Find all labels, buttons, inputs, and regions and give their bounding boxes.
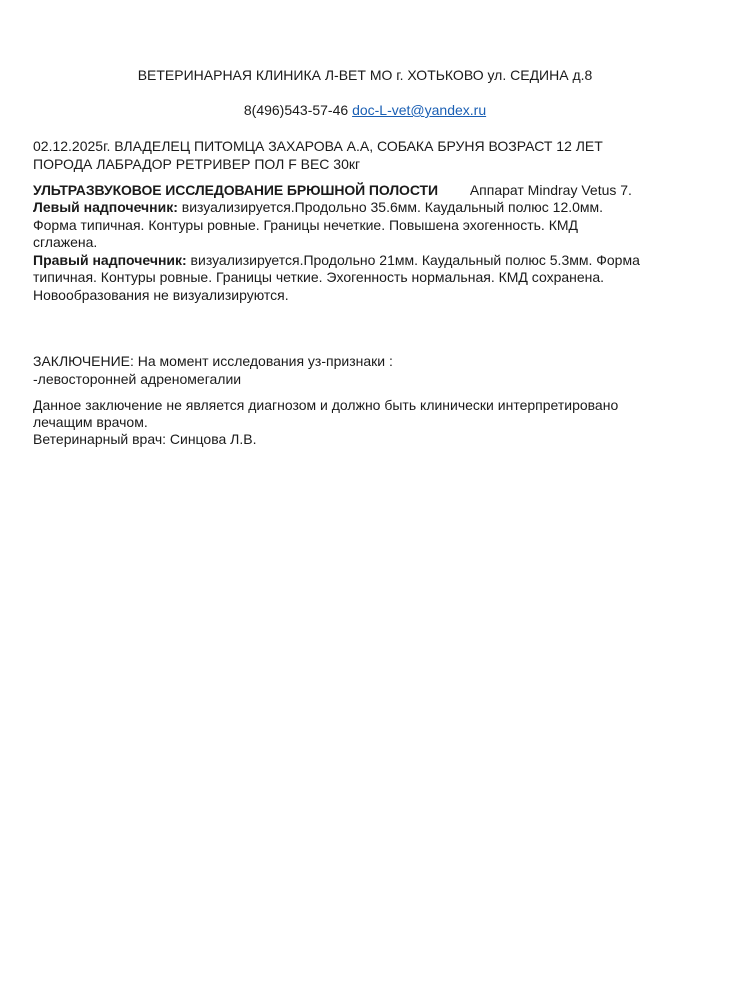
- patient-info-line-2: ПОРОДА ЛАБРАДОР РЕТРИВЕР ПОЛ F ВЕС 30кг: [33, 156, 361, 172]
- conclusion-line-2: -левосторонней адреномегалии: [33, 371, 242, 387]
- left-adrenal-line-2: Форма типичная. Контуры ровные. Границы нечеткие. Повышена эхогенность. КМД: [33, 217, 579, 233]
- doctor-signature-line: Ветеринарный врач: Синцова Л.В.: [33, 431, 257, 447]
- left-adrenal-line-3: сглажена.: [33, 234, 98, 250]
- clinic-name-address: ВЕТЕРИНАРНАЯ КЛИНИКА Л-ВЕТ МО г. ХОТЬКОВО ул. СЕДИНА д.8: [137, 67, 593, 83]
- right-adrenal-line-2: типичная. Контуры ровные. Границы четкие. Эхогенность нормальная. КМД сохранена.: [33, 269, 605, 285]
- left-adrenal-line-1: [33, 198, 603, 216]
- right-adrenal-line-1: [33, 251, 640, 269]
- right-adrenal-line-3: Новообразования не визуализируются.: [33, 287, 289, 303]
- patient-info-line-1: 02.12.2025г. ВЛАДЕЛЕЦ ПИТОМЦА ЗАХАРОВА А.А, СОБАКА БРУНЯ ВОЗРАСТ 12 ЛЕТ: [33, 138, 603, 154]
- email-link[interactable]: doc-L-vet@yandex.ru: [352, 102, 487, 118]
- study-title-line: [33, 181, 632, 199]
- phone-number: 8(496)543-57-46: [243, 102, 349, 118]
- apparatus: Аппарат Mindray Vetus 7.: [469, 182, 632, 198]
- left-adrenal-label: Левый надпочечник:: [33, 199, 178, 215]
- study-title: УЛЬТРАЗВУКОВОЕ ИССЛЕДОВАНИЕ БРЮШНОЙ ПОЛОСТИ: [33, 182, 438, 198]
- right-adrenal-text-1: визуализируется.Продольно 21мм. Каудальный полюс 5.3мм. Форма: [186, 252, 640, 268]
- disclaimer-line-2: лечащим врачом.: [33, 414, 148, 430]
- right-adrenal-label: Правый надпочечник:: [33, 252, 187, 268]
- conclusion-line-1: ЗАКЛЮЧЕНИЕ: На момент исследования уз-признаки :: [33, 353, 393, 369]
- left-adrenal-text-1: визуализируется.Продольно 35.6мм. Каудальный полюс 12.0мм.: [177, 199, 604, 215]
- contact-line: [0, 101, 730, 119]
- clinic-header: [0, 66, 730, 84]
- disclaimer-line-1: Данное заключение не является диагнозом и должно быть клинически интерпретировано: [33, 397, 619, 413]
